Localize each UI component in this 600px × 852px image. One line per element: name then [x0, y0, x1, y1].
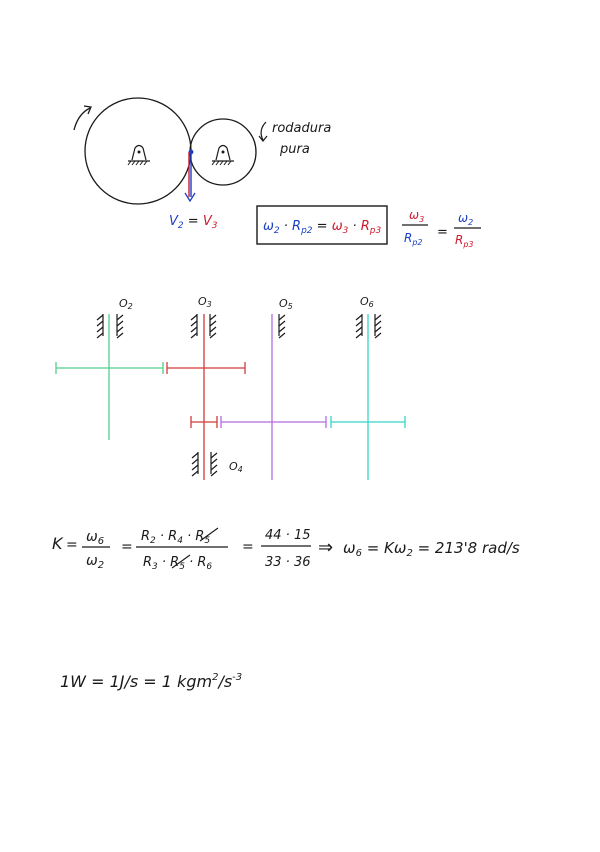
rolling-circles-diagram — [74, 98, 331, 231]
arrowhead-icon — [185, 193, 195, 201]
ratio-equation — [52, 528, 520, 572]
pivot-support-icon — [212, 146, 234, 166]
bearing-support-icon — [279, 314, 285, 338]
shaft-label-o5: O5 — [279, 297, 293, 311]
gear-3-4 — [167, 314, 245, 480]
pivot-support-icon — [128, 146, 150, 166]
svg-text:K: K — [52, 534, 63, 553]
fraction-equality — [402, 208, 481, 249]
result-expression: $\omega_6 = K\omega_2 = 213'8$ rad/s — [343, 539, 520, 559]
svg-text:⇒: ⇒ — [318, 537, 334, 558]
gear-train-schematic — [56, 295, 405, 480]
svg-text:=: = — [121, 539, 133, 555]
note-line-2: pura — [280, 142, 310, 157]
boxed-equation — [257, 206, 387, 244]
ratio-denominator: $R_3 \cdot R_5 \cdot R_6$ — [143, 555, 213, 572]
omega-2: $\omega_2$ — [86, 553, 105, 571]
svg-text:Rp3: $R_{p3}$ — [455, 233, 474, 249]
bearing-support-icon — [97, 314, 123, 338]
omega-6: $\omega_6$ — [86, 529, 105, 547]
svg-text:ω2: $\omega_2$ — [458, 211, 474, 227]
shaft-label-o3: O3 — [198, 295, 212, 309]
ratio-numerator: $R_2 \cdot R_4 \cdot R_5$ — [141, 529, 211, 546]
rotation-arrow-icon — [74, 108, 90, 130]
shaft-label-o6: O6 — [360, 295, 374, 309]
shaft-label-o2: O2 — [119, 297, 133, 311]
svg-text:=: = — [242, 539, 254, 555]
numeric-denominator: 33 · 36 — [265, 555, 311, 570]
svg-text:=: = — [66, 537, 78, 553]
gear-6 — [331, 314, 405, 480]
arrowhead-icon — [259, 136, 267, 141]
shaft-label-o4: O4 — [229, 460, 243, 474]
svg-text:Rp2: $R_{p2}$ — [404, 231, 423, 247]
gear-2 — [56, 314, 163, 440]
svg-text:ω3: $\omega_3$ — [409, 208, 425, 224]
svg-text:1W = 1J/s = 1 kgm2/s-3: 1W = 1J/s = 1 $kgm^2/s^{-3}$ — [60, 672, 243, 691]
units-equation — [60, 672, 242, 691]
svg-text:=: = — [437, 225, 448, 240]
velocity-equality: $V_2 = V_3$ — [169, 214, 218, 231]
svg-text:ω2 · Rp2 = ω3 · Rp3: $\omega_2 \cdot R_{p2} = \omega_3 \cdot R_{p3}$ — [263, 219, 382, 236]
gear-5 — [221, 314, 326, 480]
note-line-1: rodadura — [272, 121, 332, 136]
numeric-numerator: 44 · 15 — [265, 528, 311, 543]
